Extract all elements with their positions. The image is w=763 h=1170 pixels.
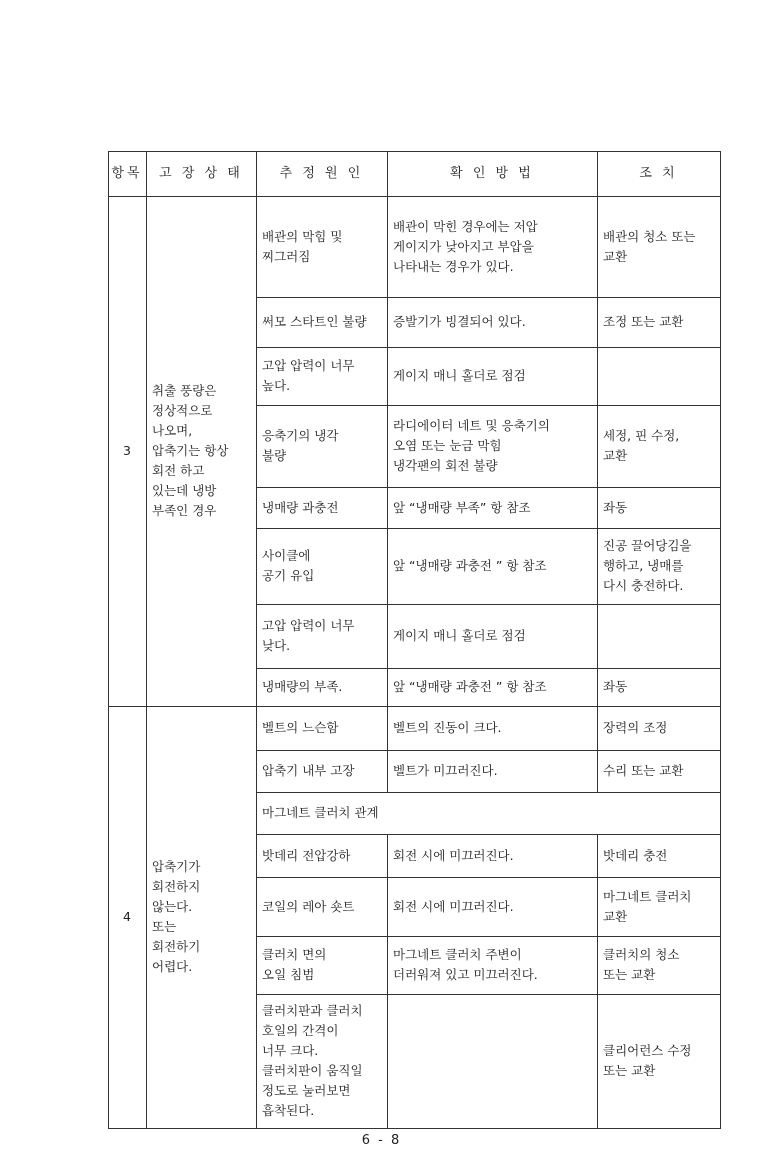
table-divider: [597, 297, 598, 348]
table-divider: [387, 405, 388, 488]
symptom-cell-line: 부족인 경우: [152, 503, 217, 518]
header-action-text: 조 치: [639, 165, 678, 181]
table-divider: [108, 196, 721, 197]
table-divider: [256, 487, 721, 488]
cause-cell-line: 흡착된다.: [262, 1103, 315, 1118]
cause-cell: [256, 347, 387, 405]
cause-cell: [256, 604, 387, 668]
subheader-magnet-clutch: [256, 792, 720, 834]
symptom-cell-line: 않는다.: [152, 899, 193, 914]
action-cell-line: 또는 교환: [603, 967, 656, 982]
table-divider: [387, 668, 388, 707]
cause-cell-line: 응축기의 냉각: [262, 428, 339, 443]
table-divider: [387, 151, 388, 197]
check-cell-line: 회전 시에 미끄러진다.: [393, 898, 514, 914]
symptom-cell-line: 어렵다.: [152, 959, 193, 974]
table-divider: [597, 151, 598, 197]
check-cell-line: 벨트가 미끄러진다.: [393, 763, 498, 778]
cause-cell: [256, 528, 387, 604]
action-cell: [597, 347, 720, 405]
symptom-cell-line: 압축기는 항상: [152, 443, 229, 458]
header-item: [108, 151, 146, 196]
table-divider: [387, 196, 388, 298]
check-cell-line: 라디에이터 네트 및 응축기의: [393, 418, 550, 433]
table-divider: [256, 347, 721, 348]
cause-cell: [256, 405, 387, 487]
table-divider: [256, 792, 721, 793]
symptom-cell-line: 회전하기: [152, 939, 201, 954]
table-divider: [597, 487, 598, 529]
check-cell: [387, 877, 597, 936]
table-divider: [256, 528, 721, 529]
action-cell: [597, 604, 720, 668]
action-cell: [597, 487, 720, 528]
check-cell: [387, 750, 597, 792]
table-divider: [387, 528, 388, 605]
check-cell: [387, 994, 597, 1128]
cause-cell-line: 벨트의 느슨함: [262, 720, 339, 735]
cause-cell-line: 클러치판과 클러치: [262, 1003, 363, 1018]
action-cell: [597, 528, 720, 604]
action-cell-line: 배관의 청소 또는: [603, 228, 696, 244]
symptom-cell-line: 압축기가: [152, 859, 201, 874]
check-cell-line: 더러워져 있고 미끄러진다.: [393, 967, 538, 982]
table-divider: [256, 297, 721, 298]
action-cell-line: 교환: [603, 248, 628, 264]
table-divider: [597, 994, 598, 1129]
table-divider: [387, 487, 388, 529]
header-symptom: [146, 151, 256, 196]
check-cell-line: 오염 또는 눈금 막힘: [393, 438, 502, 453]
check-cell-line: 앞 “냉매량 부족” 항 참조: [393, 499, 531, 515]
cause-cell-line: 호일의 간격이: [262, 1023, 339, 1038]
cause-cell-line: 냉매량 과충전: [262, 499, 339, 515]
action-cell: [597, 877, 720, 936]
header-check: [387, 151, 597, 196]
table-divider: [256, 750, 721, 751]
table-divider: [387, 604, 388, 669]
table-divider: [108, 1128, 721, 1129]
table-divider: [597, 936, 598, 995]
action-cell-line: 세정, 핀 수정,: [603, 428, 680, 443]
subheader-magnet-clutch-line: 마그네트 클러치 관계: [262, 805, 379, 820]
header-action: [597, 151, 720, 196]
action-cell-line: 클리어런스 수정: [603, 1043, 692, 1058]
action-cell-line: 교환: [603, 908, 628, 924]
cause-cell-line: 고압 압력이 너무: [262, 618, 355, 633]
action-cell: [597, 196, 720, 297]
table-divider: [387, 706, 388, 751]
table-divider: [597, 604, 598, 669]
table-divider: [108, 151, 721, 152]
check-cell-line: 앞 “냉매량 과충전 ” 항 참조: [393, 679, 547, 694]
table-divider: [256, 604, 721, 605]
cause-cell-line: 낮다.: [262, 638, 291, 653]
cause-cell-line: 밧데리 전압강하: [262, 847, 351, 863]
table-divider: [108, 151, 109, 1129]
action-cell-line: 마그네트 클러치: [603, 888, 692, 904]
check-cell-line: 게이지 매니 홀더로 점검: [393, 628, 526, 643]
cause-cell-line: 써모 스타트인 불량: [262, 314, 367, 329]
action-cell-line: 좌동: [603, 499, 628, 515]
table-divider: [720, 151, 721, 1129]
cause-cell: [256, 297, 387, 347]
check-cell-line: 증발기가 빙결되어 있다.: [393, 314, 526, 329]
cause-cell-line: 공기 유입: [262, 568, 315, 583]
check-cell: [387, 834, 597, 877]
table-divider: [387, 750, 388, 793]
cause-cell-line: 배관의 막힘 및: [262, 228, 343, 244]
header-symptom-text: 고 장 상 태: [159, 165, 243, 181]
table-divider: [597, 834, 598, 878]
cause-cell: [256, 877, 387, 936]
page-number: 6 - 8: [361, 1133, 402, 1148]
cause-cell: [256, 706, 387, 750]
table-divider: [256, 151, 257, 197]
table-divider: [146, 196, 147, 707]
symptom-cell-line: 회전하지: [152, 879, 201, 894]
cause-cell-line: 높다.: [262, 378, 291, 393]
action-cell-line: 장력의 조정: [603, 720, 668, 735]
action-cell: [597, 668, 720, 706]
check-cell: [387, 297, 597, 347]
check-cell: [387, 196, 597, 297]
action-cell-line: 클러치의 청소: [603, 947, 680, 962]
cause-cell-line: 압축기 내부 고장: [262, 763, 355, 778]
table-divider: [256, 668, 721, 669]
action-cell: [597, 750, 720, 792]
action-cell: [597, 834, 720, 877]
table-divider: [256, 994, 721, 995]
action-cell-line: 좌동: [603, 679, 628, 694]
cause-cell: [256, 668, 387, 706]
action-cell-line: 교환: [603, 448, 628, 463]
table-divider: [387, 834, 388, 878]
cause-cell-line: 정도로 눌러보면: [262, 1083, 351, 1098]
table-divider: [146, 706, 147, 1129]
check-cell-line: 게이지가 낮아지고 부압을: [393, 238, 534, 254]
check-cell-line: 회전 시에 미끄러진다.: [393, 847, 514, 863]
table-divider: [597, 668, 598, 707]
table-divider: [256, 936, 721, 937]
cause-cell-line: 고압 압력이 너무: [262, 358, 355, 373]
table-divider: [387, 347, 388, 406]
symptom-cell: [146, 706, 256, 1128]
table-divider: [108, 706, 721, 707]
table-divider: [387, 877, 388, 937]
symptom-cell-line: 회전 하고: [152, 463, 205, 478]
header-cause-text: 추 정 원 인: [279, 165, 364, 181]
symptom-cell-line: 또는: [152, 919, 177, 934]
check-cell: [387, 706, 597, 750]
cause-cell: [256, 936, 387, 994]
action-cell-line: 또는 교환: [603, 1063, 656, 1078]
table-divider: [597, 347, 598, 406]
cause-cell: [256, 196, 387, 297]
item-number: [108, 706, 146, 1128]
symptom-cell-line: 취출 풍량은: [152, 383, 217, 398]
cause-cell-line: 오일 침범: [262, 967, 315, 982]
table-divider: [387, 936, 388, 995]
cause-cell-line: 클러치판이 움직일: [262, 1063, 363, 1078]
check-cell: [387, 347, 597, 405]
check-cell: [387, 405, 597, 487]
check-cell-line: 마그네트 클러치 주변이: [393, 947, 522, 962]
item-number: [108, 196, 146, 706]
action-cell-line: 조정 또는 교환: [603, 314, 684, 329]
check-cell-line: 게이지 매니 홀더로 점검: [393, 368, 526, 383]
cause-cell: [256, 994, 387, 1128]
symptom-cell-line: 있는데 냉방: [152, 483, 217, 498]
symptom-cell-line: 정상적으로: [152, 403, 213, 418]
action-cell: [597, 936, 720, 994]
check-cell: [387, 604, 597, 668]
header-cause: [256, 151, 387, 196]
cause-cell-line: 코일의 레아 숏트: [262, 898, 355, 914]
symptom-cell-line: 나오며,: [152, 423, 193, 438]
cause-cell-line: 찌그러짐: [262, 248, 311, 264]
cause-cell: [256, 750, 387, 792]
table-divider: [256, 877, 721, 878]
action-cell-line: 행하고, 냉매를: [603, 558, 684, 573]
table-divider: [597, 405, 598, 488]
check-cell-line: 앞 “냉매량 과충전 ” 항 참조: [393, 558, 547, 573]
check-cell-line: 벨트의 진동이 크다.: [393, 720, 502, 735]
header-item-text: 항목: [111, 165, 143, 181]
table-divider: [597, 877, 598, 937]
action-cell-line: 진공 끌어당김을: [603, 538, 692, 553]
cause-cell-line: 클러치 면의: [262, 947, 327, 962]
cause-cell-line: 사이클에: [262, 548, 311, 563]
action-cell-line: 밧데리 충전: [603, 847, 668, 863]
check-cell: [387, 936, 597, 994]
table-divider: [597, 706, 598, 751]
cause-cell: [256, 487, 387, 528]
table-divider: [597, 750, 598, 793]
table-divider: [387, 297, 388, 348]
table-divider: [256, 196, 257, 707]
check-cell-line: 나타내는 경우가 있다.: [393, 258, 514, 274]
check-cell: [387, 528, 597, 604]
action-cell: [597, 706, 720, 750]
table-divider: [387, 994, 388, 1129]
table-divider: [597, 196, 598, 298]
table-divider: [256, 834, 721, 835]
action-cell-line: 수리 또는 교환: [603, 763, 684, 778]
cause-cell-line: 너무 크다.: [262, 1043, 319, 1058]
check-cell: [387, 487, 597, 528]
item-number-text: 3: [123, 443, 131, 458]
cause-cell-line: 불량: [262, 448, 287, 463]
action-cell: [597, 994, 720, 1128]
table-divider: [146, 151, 147, 197]
item-number-text: 4: [123, 909, 131, 924]
action-cell-line: 다시 충전하다.: [603, 578, 684, 593]
cause-cell-line: 냉매량의 부족.: [262, 679, 343, 694]
symptom-cell: [146, 196, 256, 706]
check-cell-line: 냉각팬의 회전 불량: [393, 458, 498, 473]
table-divider: [256, 706, 257, 1129]
cause-cell: [256, 834, 387, 877]
table-divider: [256, 405, 721, 406]
table-divider: [597, 528, 598, 605]
header-check-text: 확 인 방 법: [450, 165, 534, 181]
action-cell: [597, 297, 720, 347]
check-cell-line: 배관이 막힌 경우에는 저압: [393, 218, 538, 234]
action-cell: [597, 405, 720, 487]
check-cell: [387, 668, 597, 706]
